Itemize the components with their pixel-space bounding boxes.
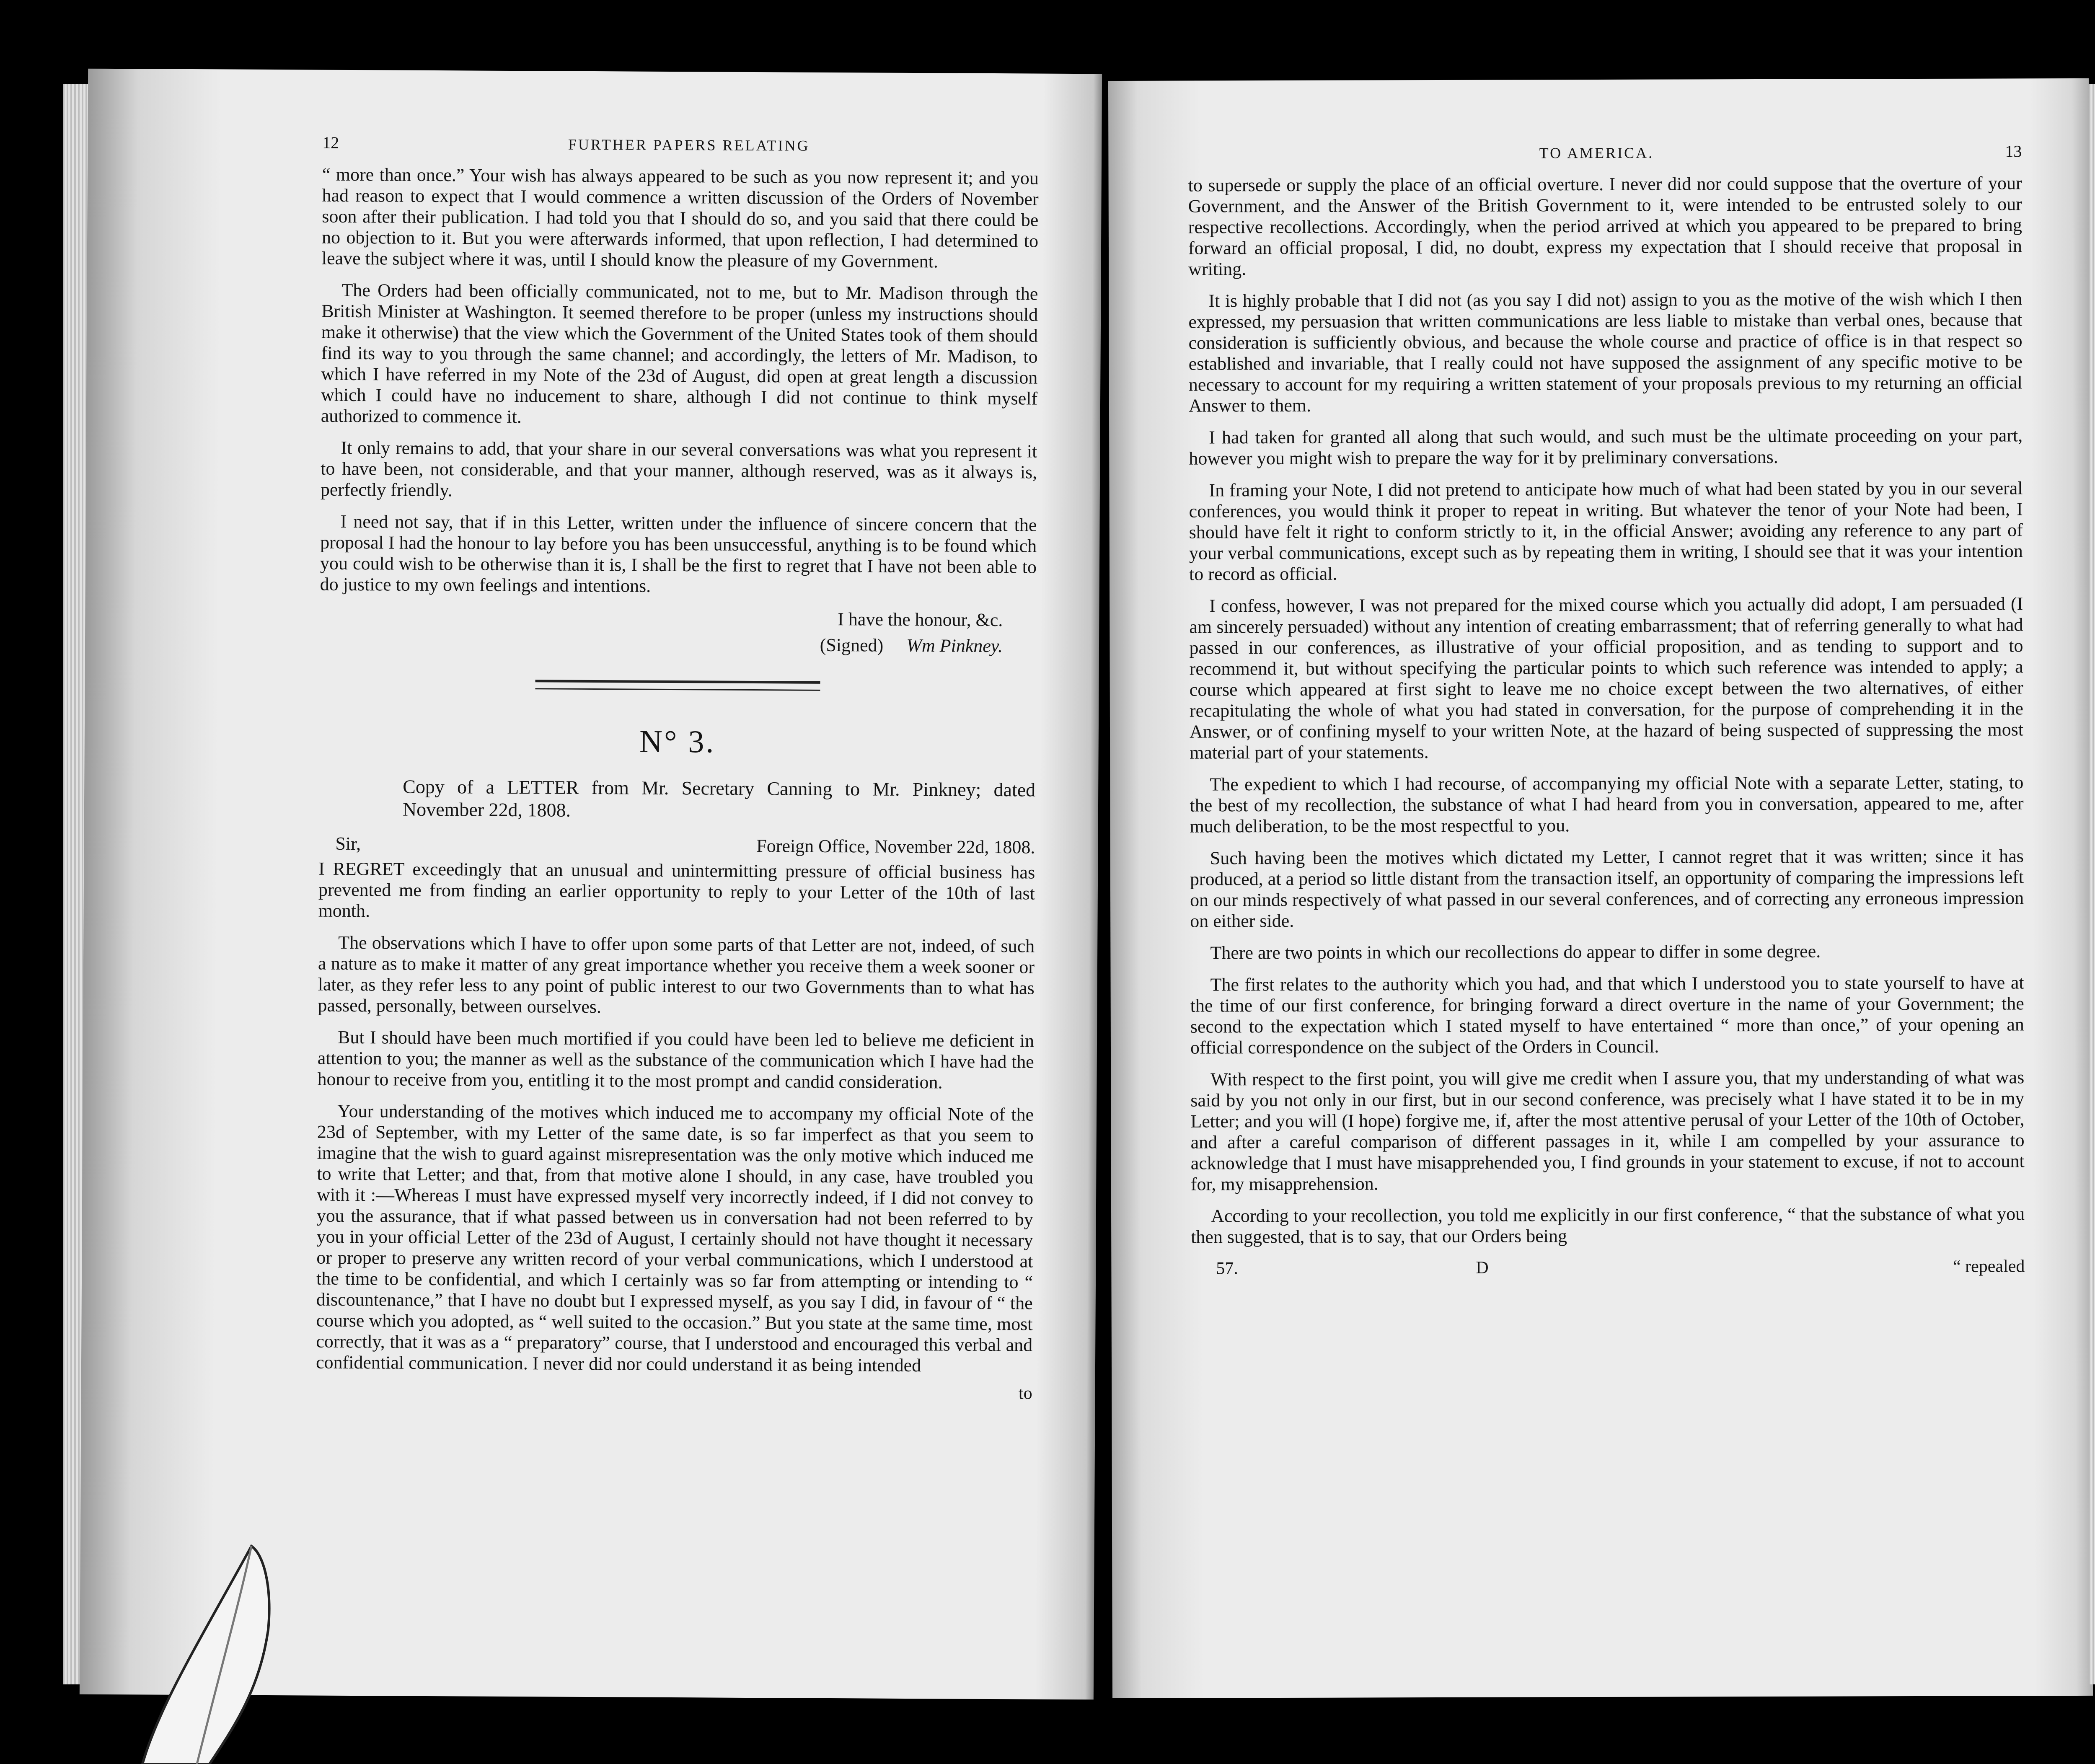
paragraph: It only remains to add, that your share in our several conversations was what you represent it to have been, not considerable, and that your manner, although reserved, was as it always is, perfectly friendly. — [320, 437, 1037, 501]
left-text-block — [320, 164, 1039, 599]
right-page — [1108, 78, 2093, 1698]
paragraph: I had taken for granted all along that such would, and such must be the ultimate proceeding on your part, however you might wish to prepare the way for it by preliminary conversations. — [1189, 425, 2023, 469]
left-running-title: FURTHER PAPERS RELATING — [568, 136, 810, 154]
letter-body — [316, 859, 1035, 1377]
left-running-head — [322, 133, 1039, 156]
paragraph: According to your recollection, you told me explicitly in our first conference, “ that the substance of what you then suggested, that is to say, that our Orders being — [1191, 1203, 2025, 1247]
paragraph: Such having been the motives which dictated my Letter, I cannot regret that it was written; since it has produced, at a period so little distant from the transaction itself, an opportunity of comparing the impressions left on our minds respectively of what passed in our several conferences, and of correcting any erroneous impression on either side. — [1190, 846, 2024, 931]
letter-caption: Copy of a LETTER from Mr. Secretary Canning to Mr. Pinkney; dated November 22d, 1808. — [402, 776, 1036, 821]
paragraph: Your understanding of the motives which induced me to accompany my official Note of the 23d of September, with my Letter of the same date, is so far imperfect as that you seem to imagine that the wish to guard against misrepresentation was the only motive which induced me to write that Letter; and that, from that motive alone I should, in any case, have troubled you with it :—Whereas I must have expressed myself very incorrectly indeed, if I did not convey to you the assurance, that if what passed between us in conversation had not been referred to by you in your official Letter of the 23d of August, I certainly should not have thought it necessary or proper to preserve any written record of your verbal communications, which I understood at the time to be confidential, and which I certainly was so far from attempting or intending to “ discountenance,” that I have no doubt but I expressed myself, as you say I did, in favour of “ the course which you adopted, as “ well suited to the occasion.” But you state at the same time, most correctly, that it was as a “ preparatory” course, that I understood and encouraged this verbal and confidential communication. I never did nor could understand it as being intended — [316, 1100, 1034, 1376]
section-divider — [535, 680, 820, 691]
pen-nib-icon — [126, 1529, 277, 1764]
paragraph: I confess, however, I was not prepared for the mixed course which you actually did adopt, I am persuaded (I am sincerely persuaded) without any intention of creating embarrassment; that of referring generally to what had passed in our conferences, as illustrative of your official proposition, and as tending to support and to recommend it, but without specifying the particular points to which such reference was intended to apply; a course which appeared at first sight to leave me no choice except between the two alternatives, of either recapitulating the whole of what you had stated in conversation, for the purpose of comprehending it in the Answer, or of confining myself to your written Note, at the hazard of being suspected of suppressing the most material part of your statements. — [1189, 593, 2024, 763]
sheet-mark: D — [1476, 1258, 1489, 1278]
paragraph: I REGRET exceedingly that an unusual and unintermitting pressure of official business has prevented me from finding an earlier opportunity to reply to your Letter of the 10th of last month. — [318, 858, 1035, 921]
signature: Wm Pinkney. — [906, 635, 1003, 657]
dateline: Foreign Office, November 22d, 1808. — [756, 835, 1035, 858]
closing: I have the honour, &c. — [838, 609, 1003, 631]
right-folio: 13 — [2005, 142, 2022, 161]
paragraph: But I should have been much mortified if you could have been led to believe me deficient in attention to you; the manner as well as the substance of the communication which I have had the honour to receive from you, entitling it to the most prompt and candid consideration. — [317, 1027, 1035, 1093]
paragraph: In framing your Note, I did not pretend to anticipate how much of what had been stated by you in our several conferences, you would think it proper to repeat in writing. But whatever the tenor of your Note had been, I should have felt it right to conform strictly to it, in the official Answer; avoiding any reference to any part of your verbal communications, except such as by repeating them in writing, I should see that it was your intention to record as official. — [1189, 478, 2023, 585]
paragraph: The Orders had been officially communicated, not to me, but to Mr. Madison through the British Minister at Washington. It seemed therefore to be proper (unless my instructions should make it otherwise) that the view which the Government of the United States took of them should find its way to you through the same channel; and accordingly, the letters of Mr. Madison, to which I have referred in my Note of the 23d of August, did open at great length a discussion which I could have no inducement to share, although I did not continue to think myself authorized to commence it. — [321, 279, 1038, 427]
paragraph: The first relates to the authority which you had, and that which I understood you to state yourself to have at the time of our first conference, for bringing forward a direct overture in the name of your Government; the second to the expectation which I stated myself to have entertained “ more than once,” of your opening an official correspondence on the subject of the Orders in Council. — [1190, 972, 2024, 1058]
letter-heading — [335, 833, 1035, 858]
salutation: Sir, — [335, 833, 361, 854]
paragraph: It is highly probable that I did not (as you say I did not) assign to you as the motive of the wish which I then expressed, my persuasion that written communications are less liable to mistake than verbal ones, because that consideration is sufficiently obvious, and because the whole course and practice of office is in that respect so established and invariable, that I really could not have supposed the assignment of any specific motive to be necessary to account for my requiring a written statement of your proposals previous to my returning an official Answer to them. — [1188, 288, 2023, 416]
right-running-head — [1188, 141, 2022, 163]
right-catchword: “ repealed — [1953, 1257, 2025, 1276]
right-text-block — [1188, 173, 2025, 1247]
section-number: N° 3. — [639, 724, 716, 760]
signature-mark: 57. — [1216, 1259, 1238, 1278]
paragraph: With respect to the first point, you will give me credit when I assure you, that my understanding of what was said by you not only in our first, but in our second conference, was precisely what I have stated it to be in my Letter; and you will (I hope) forgive me, if, after the most attentive perusal of your Letter of the 10th of October, and after a careful comparison of different passages in it, while I am compelled by your assurance to acknowledge that I must have misapprehended you, I find grounds in your statement to excuse, if not to account for, my misapprehension. — [1190, 1067, 2025, 1195]
right-page-footer — [1191, 1256, 2025, 1278]
paragraph: There are two points in which our recollections do appear to differ in some degree. — [1210, 941, 1821, 963]
signed-label: (Signed) — [820, 634, 884, 656]
left-folio: 12 — [322, 133, 339, 152]
right-running-title: TO AMERICA. — [1539, 144, 1654, 162]
paragraph: The observations which I have to offer upon some parts of that Letter are not, indeed, of such a nature as to make it matter of any great importance whether you receive them a week sooner or later, as they refer less to any point of public interest to our two Governments than to what has passed, personally, between ourselves. — [318, 932, 1035, 1017]
paragraph: “ more than once.” Your wish has always appeared to be such as you now represent it; and you had reason to expect that I would commence a written discussion of the Orders of November soon after their publication. I had told you that I should do so, and you said that there could be no objection to it. But you were afterwards informed, that upon reflection, I had determined to leave the subject where it was, until I should know the pleasure of my Government. — [321, 164, 1039, 272]
paragraph: I need not say, that if in this Letter, written under the influence of sincere concern that the proposal I had the honour to lay before you has been unsuccessful, anything is to be found which you could wish to be otherwise than it is, I shall be the first to regret that I have not been able to do justice to my own feelings and intentions. — [320, 511, 1037, 596]
left-catchword: to — [1018, 1384, 1032, 1403]
paragraph: The expedient to which I had recourse, of accompanying my official Note with a separate Letter, stating, to the best of my recollection, the substance of what I had heard from you in conversation, appeared to me, after much deliberation, to be the most respectful to you. — [1190, 772, 2024, 837]
paragraph: to supersede or supply the place of an official overture. I never did nor could suppose that the overture of your Government, and the Answer of the British Government to it, were intended to be entrusted solely to our respective recollections. Accordingly, when the period arrived at which you appeared to be prepared to bring forward an official proposal, I did, no doubt, express my expectation that I should receive that proposal in writing. — [1188, 173, 2023, 279]
signature-line — [320, 632, 1003, 657]
right-book-edge — [2089, 84, 2095, 1684]
left-page — [80, 69, 1102, 1700]
